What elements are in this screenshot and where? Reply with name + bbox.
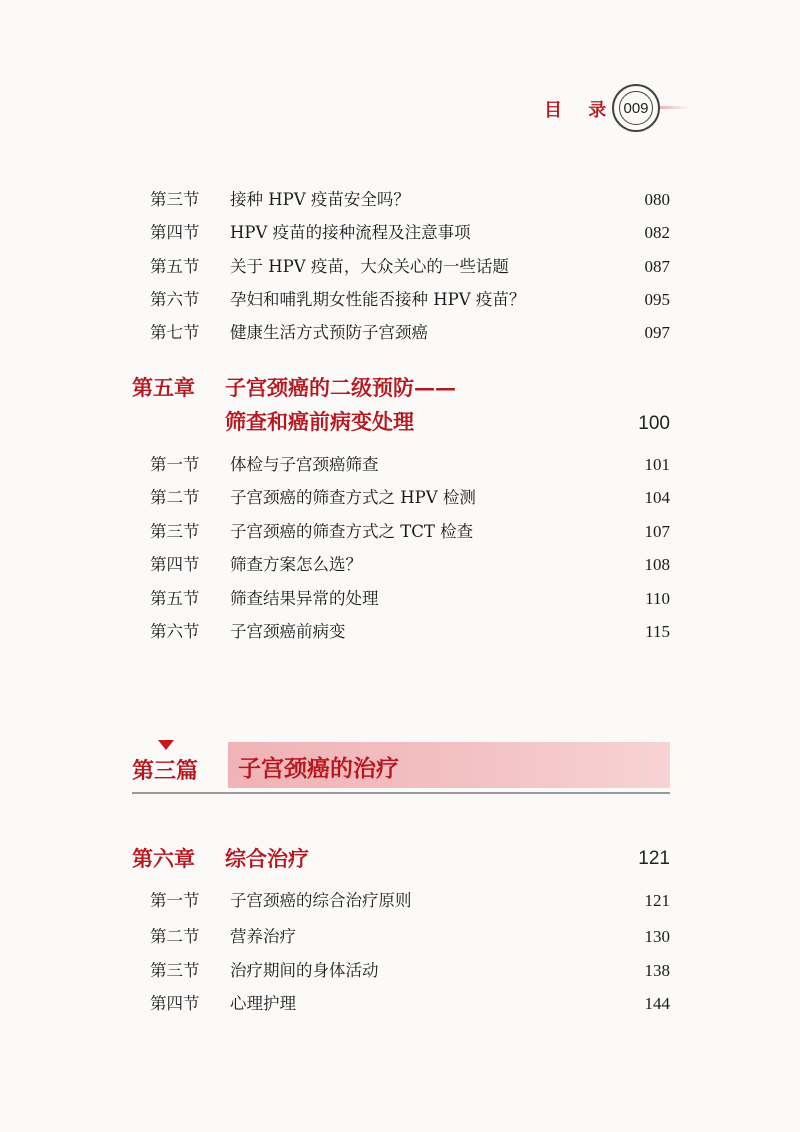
page-number-badge	[612, 84, 660, 132]
chapter-title-line1: 子宫颈癌的二级预防——	[225, 375, 456, 400]
section-page: 104	[644, 488, 670, 507]
section-title: 接种 HPV 疫苗安全吗？	[230, 190, 410, 209]
section-title: 健康生活方式预防子宫颈癌	[230, 323, 428, 342]
section-title: 关于 HPV 疫苗，大众关心的一些话题	[230, 257, 509, 276]
toc-entry[interactable]	[150, 451, 670, 479]
chapter-number: 第五章	[132, 375, 195, 400]
section-number: 第四节	[150, 223, 200, 242]
toc-entry[interactable]	[150, 518, 670, 546]
header-decoration	[660, 106, 690, 109]
section-number: 第一节	[150, 891, 200, 910]
section-title: 孕妇和哺乳期女性能否接种 HPV 疫苗？	[230, 290, 526, 309]
toc-entry[interactable]	[150, 186, 670, 214]
toc-entry[interactable]	[150, 484, 670, 512]
toc-entry[interactable]	[150, 923, 670, 951]
toc-entry[interactable]	[150, 253, 670, 281]
section-number: 第五节	[150, 589, 200, 608]
toc-entry[interactable]	[150, 319, 670, 347]
section-page: 097	[644, 323, 670, 342]
toc-entry[interactable]	[150, 219, 670, 247]
section-number: 第三节	[150, 190, 200, 209]
section-page: 108	[644, 555, 670, 574]
chapter-heading[interactable]	[132, 372, 670, 442]
running-header	[0, 84, 800, 130]
triangle-marker-icon	[158, 740, 174, 750]
chapter-title-line2: 筛查和癌前病变处理	[225, 409, 414, 434]
section-number: 第一节	[150, 455, 200, 474]
part-divider	[132, 792, 670, 794]
section-page: 107	[644, 522, 670, 541]
toc-entry[interactable]	[150, 551, 670, 579]
section-title: 子宫颈癌的综合治疗原则	[230, 891, 412, 910]
section-page: 130	[644, 927, 670, 946]
section-number: 第三节	[150, 961, 200, 980]
section-number: 第五节	[150, 257, 200, 276]
section-number: 第六节	[150, 290, 200, 309]
section-number: 第二节	[150, 927, 200, 946]
section-page: 095	[644, 290, 670, 309]
section-title: 子宫颈癌前病变	[230, 622, 346, 641]
section-page: 101	[644, 455, 670, 474]
section-page: 087	[644, 257, 670, 276]
section-number: 第四节	[150, 555, 200, 574]
part-title-band	[228, 742, 670, 788]
toc-entry[interactable]	[150, 286, 670, 314]
section-title: HPV 疫苗的接种流程及注意事项	[230, 223, 471, 242]
part-title: 子宫颈癌的治疗	[238, 755, 399, 782]
section-page: 138	[644, 961, 670, 980]
section-title: 筛查方案怎么选？	[230, 555, 362, 574]
section-number: 第二节	[150, 488, 200, 507]
section-number: 第六节	[150, 622, 200, 641]
part-label: 第三篇	[132, 758, 199, 784]
toc-entry[interactable]	[150, 618, 670, 646]
chapter-page: 121	[638, 848, 670, 869]
section-title: 心理护理	[230, 994, 296, 1013]
section-page: 115	[645, 622, 670, 641]
section-page: 121	[644, 891, 670, 910]
section-number: 第七节	[150, 323, 200, 342]
toc-entry[interactable]	[150, 990, 670, 1018]
section-number: 第四节	[150, 994, 200, 1013]
section-title: 子宫颈癌的筛查方式之 HPV 检测	[230, 488, 476, 507]
section-page: 082	[644, 223, 670, 242]
section-title: 筛查结果异常的处理	[230, 589, 379, 608]
section-title: 营养治疗	[230, 927, 296, 946]
section-page: 110	[645, 589, 670, 608]
section-title: 子宫颈癌的筛查方式之 TCT 检查	[230, 522, 474, 541]
chapter-number: 第六章	[132, 846, 195, 871]
part-banner[interactable]	[132, 732, 670, 794]
page-number: 009	[619, 91, 653, 125]
section-page: 080	[644, 190, 670, 209]
section-number: 第三节	[150, 522, 200, 541]
section-page: 144	[644, 994, 670, 1013]
section-title: 体检与子宫颈癌筛查	[230, 455, 379, 474]
toc-entry[interactable]	[150, 887, 670, 915]
header-title: 目 录	[544, 100, 617, 121]
chapter-title: 综合治疗	[225, 846, 309, 871]
chapter-heading[interactable]	[132, 843, 670, 877]
toc-entry[interactable]	[150, 585, 670, 613]
chapter-page: 100	[638, 413, 670, 434]
section-title: 治疗期间的身体活动	[230, 961, 379, 980]
toc-entry[interactable]	[150, 957, 670, 985]
